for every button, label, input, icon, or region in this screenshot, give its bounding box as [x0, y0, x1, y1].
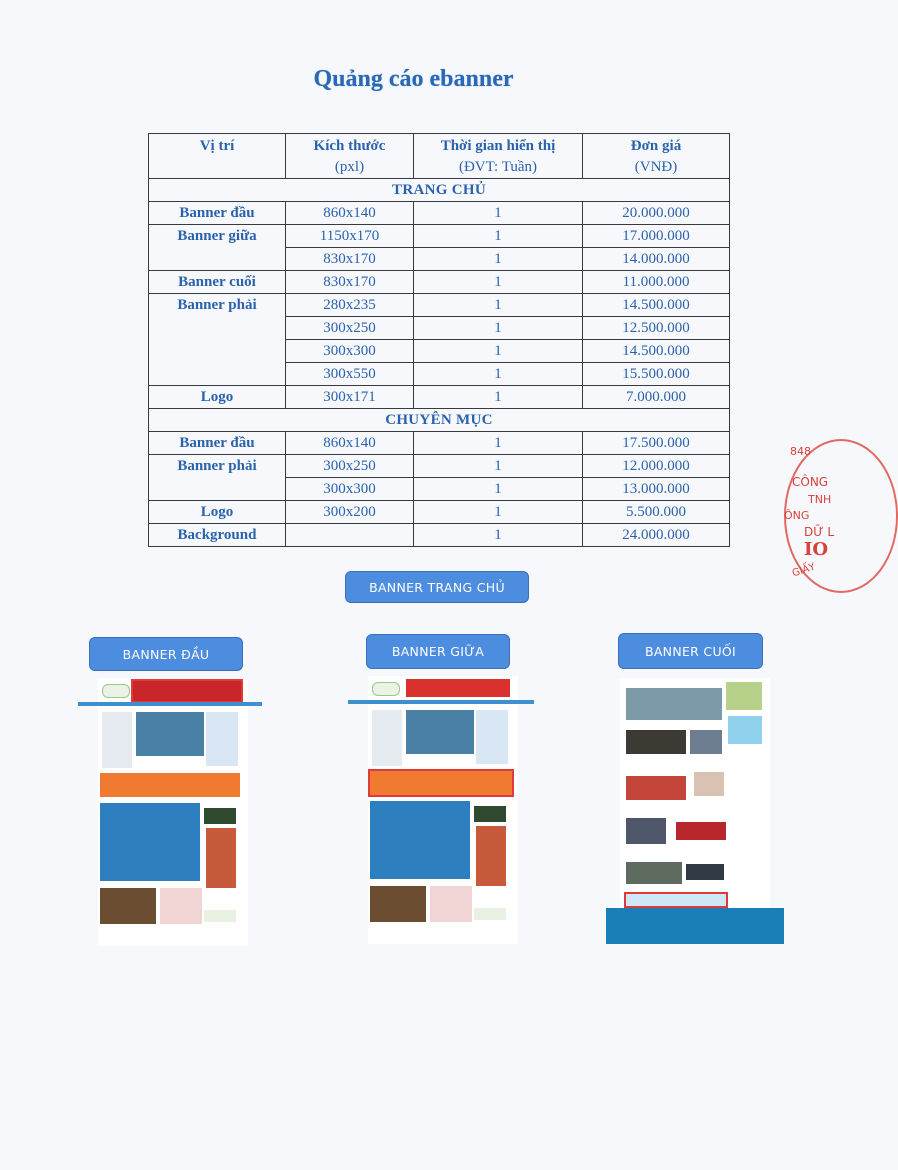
- cell-size: 860x140: [286, 202, 414, 225]
- cell-price: 24.000.000: [583, 524, 730, 547]
- cell-position: Logo: [149, 386, 286, 409]
- banner-homepage-button[interactable]: BANNER TRANG CHỦ: [345, 571, 529, 603]
- table-row: [149, 455, 730, 478]
- banner-bottom-button[interactable]: BANNER CUỐI: [618, 633, 763, 669]
- header-price: Đơn giá (VNĐ): [583, 134, 730, 179]
- cell-size: 300x250: [286, 317, 414, 340]
- homepage-preview-top: [78, 678, 268, 948]
- table-row: [149, 271, 730, 294]
- cell-weeks: 1: [414, 432, 583, 455]
- cell-position: Logo: [149, 501, 286, 524]
- table-row: [149, 386, 730, 409]
- cell-size: 300x300: [286, 478, 414, 501]
- cell-weeks: 1: [414, 317, 583, 340]
- cell-weeks: 1: [414, 202, 583, 225]
- table-header-row: [149, 134, 730, 179]
- table-row: [149, 202, 730, 225]
- cell-size: 830x170: [286, 271, 414, 294]
- cell-position: Banner đầu: [149, 432, 286, 455]
- cell-weeks: 1: [414, 524, 583, 547]
- cell-size: 830x170: [286, 248, 414, 271]
- document-title: Quảng cáo ebanner: [313, 66, 514, 92]
- cell-price: 17.000.000: [583, 225, 730, 248]
- cell-price: 13.000.000: [583, 478, 730, 501]
- cell-size: 280x235: [286, 294, 414, 317]
- section-row: [149, 409, 730, 432]
- cell-weeks: 1: [414, 294, 583, 317]
- cell-size: 300x250: [286, 455, 414, 478]
- cell-size: 300x300: [286, 340, 414, 363]
- site-logo: [372, 682, 400, 696]
- cell-weeks: 1: [414, 386, 583, 409]
- cell-weeks: 1: [414, 501, 583, 524]
- cell-price: 14.500.000: [583, 340, 730, 363]
- cell-weeks: 1: [414, 363, 583, 386]
- cell-position: Banner giữa: [149, 225, 286, 271]
- cell-size: 1150x170: [286, 225, 414, 248]
- cell-weeks: 1: [414, 225, 583, 248]
- site-logo: [102, 684, 130, 698]
- cell-position: Banner cuối: [149, 271, 286, 294]
- homepage-preview-middle: [348, 676, 538, 946]
- bottom-banner-highlight: [626, 894, 726, 906]
- site-footer: [606, 908, 784, 944]
- middle-banner-highlight: [370, 771, 512, 795]
- cell-price: 5.500.000: [583, 501, 730, 524]
- homepage-preview-bottom: [606, 678, 786, 946]
- nav-bar: [78, 702, 262, 706]
- cell-price: 14.500.000: [583, 294, 730, 317]
- cell-price: 15.500.000: [583, 363, 730, 386]
- table-row: [149, 294, 730, 317]
- cell-position: Background: [149, 524, 286, 547]
- cell-weeks: 1: [414, 271, 583, 294]
- cell-price: 14.000.000: [583, 248, 730, 271]
- cell-size: 300x171: [286, 386, 414, 409]
- cell-position: Banner phải: [149, 455, 286, 501]
- table-row: [149, 524, 730, 547]
- section-row: [149, 179, 730, 202]
- section-title: CHUYÊN MỤC: [149, 409, 730, 432]
- table-row: [149, 501, 730, 524]
- cell-size: 860x140: [286, 432, 414, 455]
- cell-price: 7.000.000: [583, 386, 730, 409]
- banner-top-button[interactable]: BANNER ĐẦU: [89, 637, 243, 671]
- cell-weeks: 1: [414, 248, 583, 271]
- cell-price: 11.000.000: [583, 271, 730, 294]
- section-title: TRANG CHỦ: [149, 179, 730, 202]
- cell-weeks: 1: [414, 455, 583, 478]
- cell-size: 300x550: [286, 363, 414, 386]
- cell-weeks: 1: [414, 478, 583, 501]
- cell-price: 17.500.000: [583, 432, 730, 455]
- company-seal-stamp: 848 CÔNG TNH ÔNG DỮ L IO GIẤY: [784, 437, 844, 587]
- table-row: [149, 432, 730, 455]
- cell-price: 20.000.000: [583, 202, 730, 225]
- banner-middle-button[interactable]: BANNER GIỮA: [366, 634, 510, 669]
- cell-position: Banner phải: [149, 294, 286, 386]
- top-banner-highlight: [133, 681, 241, 701]
- cell-price: 12.500.000: [583, 317, 730, 340]
- cell-price: 12.000.000: [583, 455, 730, 478]
- header-duration: Thời gian hiển thị (ĐVT: Tuần): [414, 134, 583, 179]
- cell-weeks: 1: [414, 340, 583, 363]
- header-position: Vị trí: [149, 134, 286, 179]
- cell-size: [286, 524, 414, 547]
- cell-size: 300x200: [286, 501, 414, 524]
- price-table: [148, 133, 730, 547]
- nav-bar: [348, 700, 534, 704]
- table-row: [149, 225, 730, 248]
- cell-position: Banner đầu: [149, 202, 286, 225]
- header-size: Kích thước (pxl): [286, 134, 414, 179]
